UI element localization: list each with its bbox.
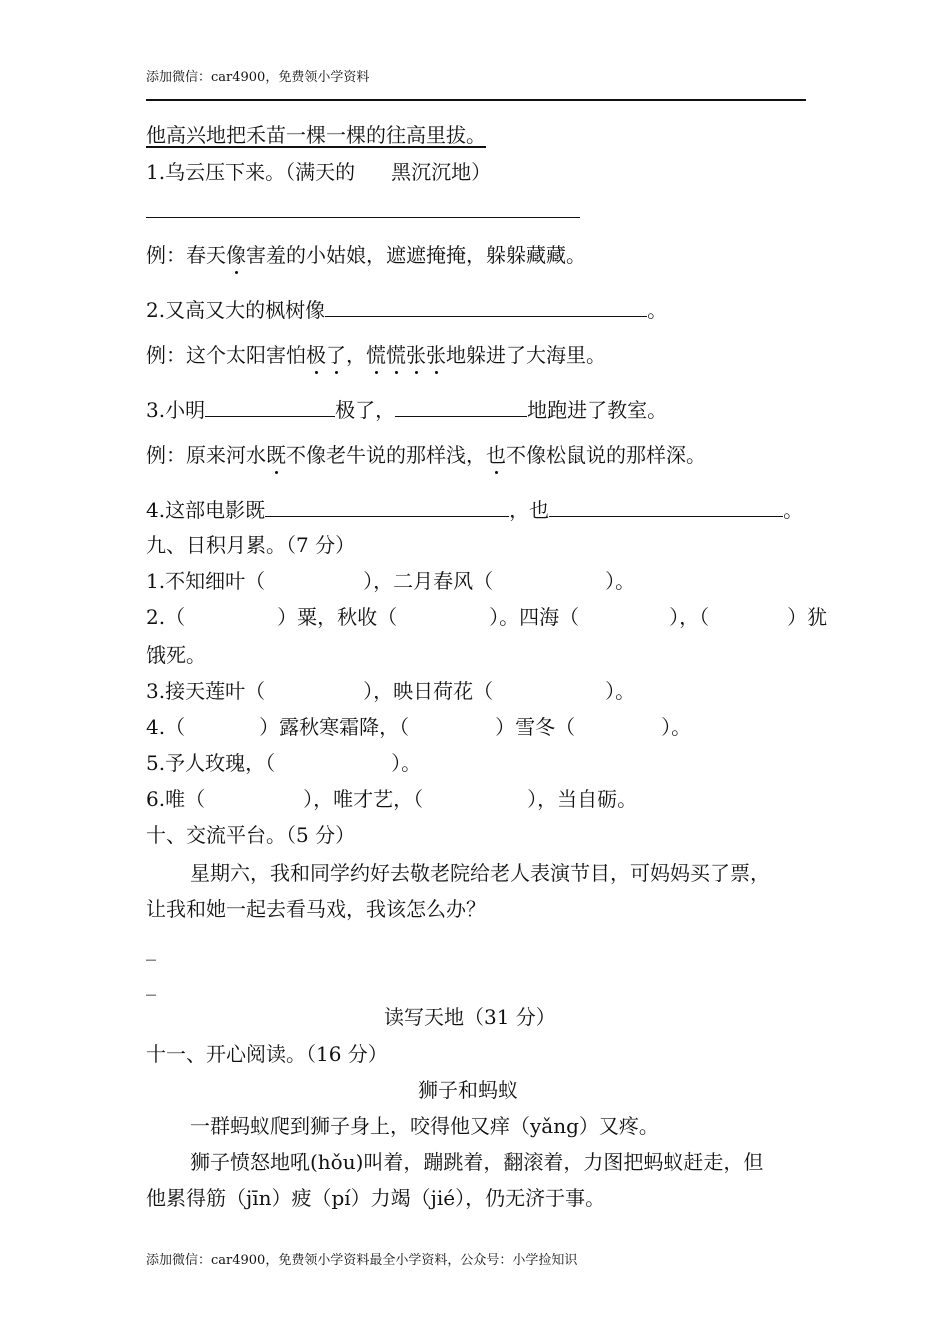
s9-l5-a: 5.予人玫瑰，（ [146,751,276,775]
q4-blank-2[interactable] [549,498,783,517]
s10-answer-line-2[interactable]: _ [146,972,156,996]
q3-item-text-a: 3.小明 [146,398,206,422]
s9-line-2 [146,605,827,629]
underlined-sentence: 他高兴地把禾苗一棵一棵的往高里拔。 [146,123,486,147]
q2-item-end: 。 [647,298,668,322]
q2-example-text-a: 例：春天 [146,243,226,267]
s10-answer-line-1[interactable]: _ [146,937,156,961]
q4-item-text-b: ，也 [509,498,550,522]
part-title: 读写天地（31 分） [384,1005,556,1029]
q2-example-text-b: 害羞的小姑娘，遮遮掩掩，躲躲藏藏。 [246,243,586,267]
s9-l3-a: 3.接天莲叶（ [146,679,266,703]
q2-item-text: 2.又高又大的枫树像 [146,298,326,322]
s9-line-3 [146,679,635,703]
q4-item [146,498,803,522]
q3-example [146,343,606,367]
s9-l2-e: ）犹 [787,605,828,629]
s9-l4-c: ）雪冬（ [495,715,576,739]
story-paragraph-2: 狮子愤怒地吼(hǒu)叫着，蹦跳着，翻滚着，力图把蚂蚁赶走，但 [190,1150,764,1174]
s9-line-1 [146,569,635,593]
s9-l2-c: ）。四海（ [489,605,580,629]
s9-l3-b: ），映日荷花（ [363,679,494,703]
q2-example [146,243,586,267]
story-paragraph-3: 他累得筋（jīn）疲（pí）力竭（jié），仍无济于事。 [146,1186,606,1210]
s10-paragraph-2: 让我和她一起去看马戏，我该怎么办？ [146,897,486,921]
q4-example-text-c: 不像松鼠说的那样深。 [506,443,706,467]
q4-example [146,443,706,467]
s9-l6-c: ），当自砺。 [527,787,638,811]
s9-l1-a: 1.不知细叶（ [146,569,266,593]
q3-item [146,398,667,422]
s9-l5-b: ）。 [391,751,422,775]
q2-blank[interactable] [325,298,647,317]
s9-l6-a: 6.唯（ [146,787,206,811]
story-paragraph-1: 一群蚂蚁爬到狮子身上，咬得他又痒（yǎng）又疼。 [190,1114,659,1138]
q3-dot-1: 极 [306,343,326,367]
q4-item-text-a: 4.这部电影既 [146,498,266,522]
q1-item-text: 1.乌云压下来。（满天的 [146,160,356,184]
q3-item-text-b: 极了， [335,398,396,422]
footer-text: 添加微信：car4900，免费领小学资料最全小学资料，公众号：小学捡知识 [146,1253,578,1268]
s9-l2-a: 2.（ [146,605,186,629]
s9-line-2b: 饿死。 [146,643,206,667]
q3-blank-1[interactable] [205,398,335,417]
q3-example-mid: ， [346,343,366,367]
header-divider [146,99,806,101]
s9-l3-c: ）。 [605,679,636,703]
q3-example-text-a: 例：这个太阳害怕 [146,343,306,367]
s9-l1-c: ）。 [605,569,636,593]
s9-line-4 [146,715,691,739]
section10-title: 十、交流平台。（5 分） [146,823,356,847]
q4-dot-1: 既 [266,443,286,467]
q3-item-text-c: 地跑进了教室。 [527,398,668,422]
q3-dot-6: 张 [426,343,446,367]
q3-dot-5: 张 [406,343,426,367]
q4-blank-1[interactable] [265,498,509,517]
section11-title: 十一、开心阅读。（16 分） [146,1042,388,1066]
s9-l2-b: ）粟，秋收（ [277,605,398,629]
q1-item-tail: 黑沉沉地） [391,160,492,184]
story-title: 狮子和蚂蚁 [418,1078,518,1102]
q3-dot-4: 慌 [386,343,406,367]
s9-l2-d: ），（ [669,605,710,629]
s9-line-5 [146,751,421,775]
q2-item [146,298,667,322]
s9-l4-b: ）露秋寒霜降，（ [259,715,410,739]
q1-answer-line[interactable] [146,217,580,218]
q3-blank-2[interactable] [395,398,527,417]
s9-l4-d: ）。 [661,715,692,739]
s9-l1-b: ），二月春风（ [363,569,494,593]
s9-line-6 [146,787,637,811]
q3-example-text-b: 地躲进了大海里。 [446,343,606,367]
q3-dot-3: 慌 [366,343,386,367]
q4-example-text-a: 例：原来河水 [146,443,266,467]
q1-item [146,160,491,184]
q4-dot-2: 也 [486,443,506,467]
q2-example-dotted: 像 [226,243,246,267]
section9-title: 九、日积月累。（7 分） [146,533,356,557]
q4-item-end: 。 [783,498,804,522]
header-text: 添加微信：car4900，免费领小学资料 [146,70,370,85]
s9-l6-b: ），唯才艺，（ [303,787,424,811]
q3-dot-2: 了 [326,343,346,367]
s9-l4-a: 4.（ [146,715,186,739]
q4-example-text-b: 不像老牛说的那样浅， [286,443,486,467]
s10-paragraph-1: 星期六，我和同学约好去敬老院给老人表演节目，可妈妈买了票， [190,861,770,885]
